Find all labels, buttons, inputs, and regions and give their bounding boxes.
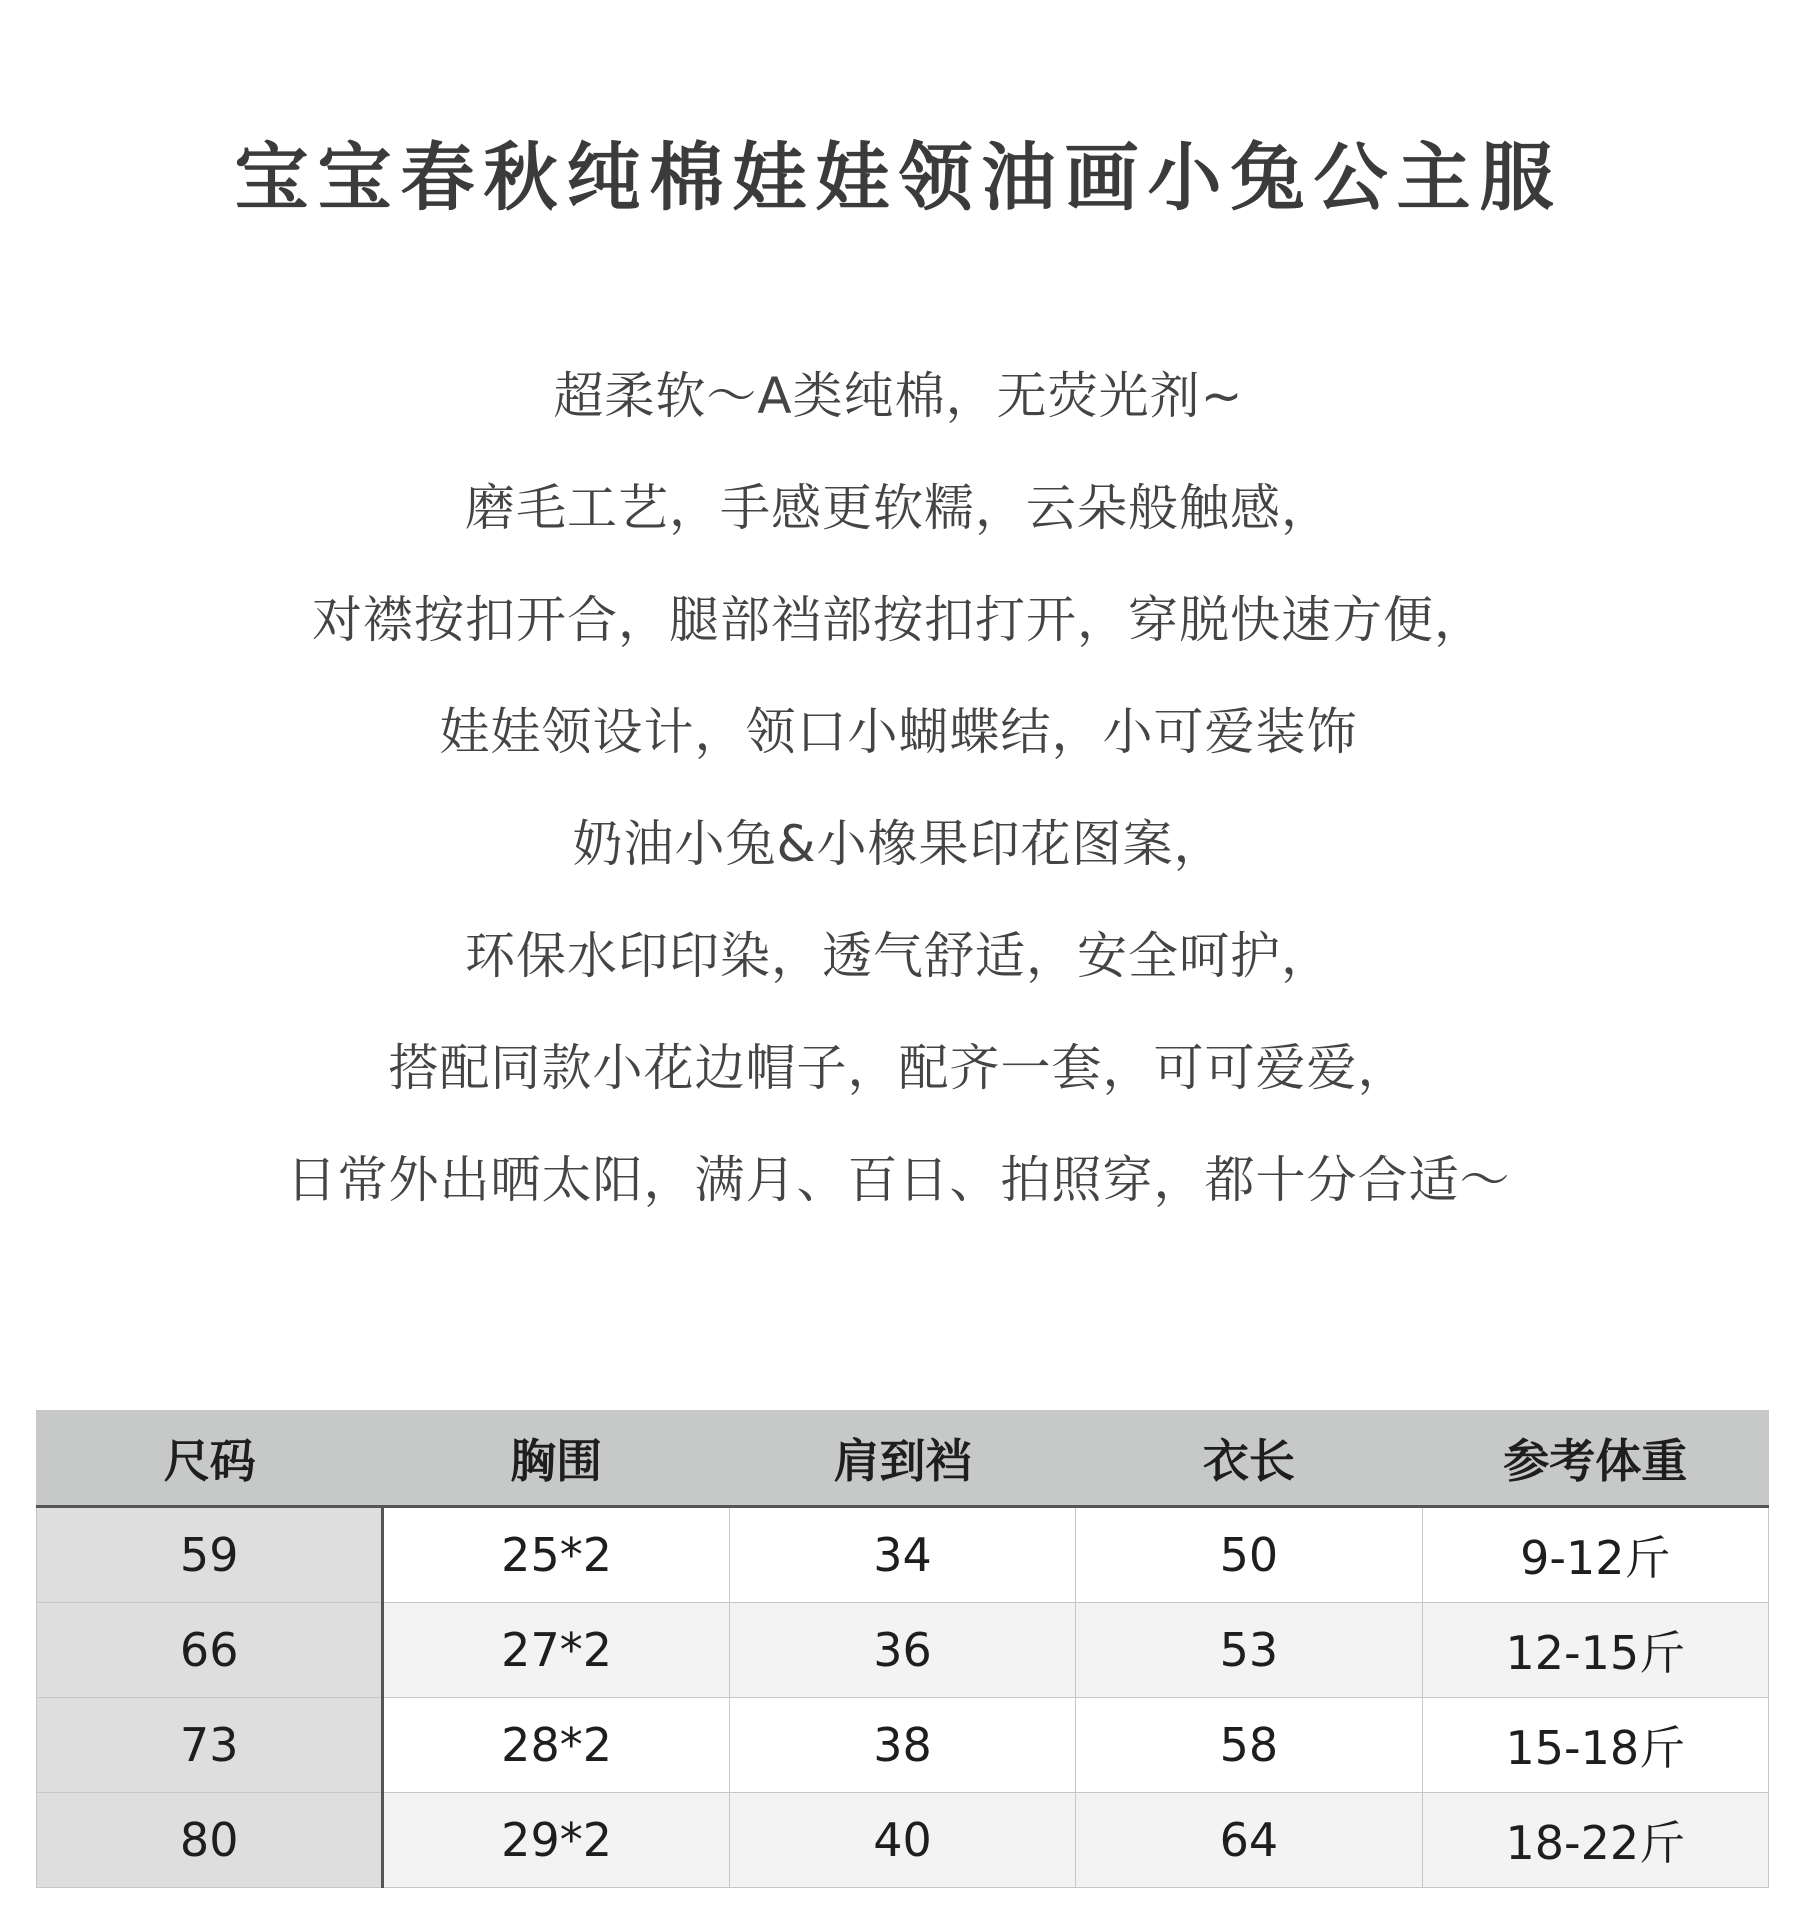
chest-cell: 28*2 <box>383 1698 729 1793</box>
description-line: 超柔软～A类纯棉，无荧光剂~ <box>553 367 1244 425</box>
size-cell: 66 <box>37 1603 383 1698</box>
table-row <box>37 1793 1769 1888</box>
page-title: 宝宝春秋纯棉娃娃领油画小兔公主服 <box>234 135 1563 221</box>
description-line: 日常外出晒太阳，满月、百日、拍照穿，都十分合适～ <box>286 1151 1511 1209</box>
shoulder-to-crotch-cell: 40 <box>729 1793 1075 1888</box>
shoulder-to-crotch-cell: 36 <box>729 1603 1075 1698</box>
chest-cell: 29*2 <box>383 1793 729 1888</box>
description-line: 奶油小兔&小橡果印花图案， <box>572 815 1225 873</box>
header-weight: 参考体重 <box>1422 1411 1768 1507</box>
table-row <box>37 1603 1769 1698</box>
weight-cell: 18-22斤 <box>1422 1793 1768 1888</box>
size-cell: 73 <box>37 1698 383 1793</box>
table-row <box>37 1507 1769 1603</box>
header-shoulder-to-crotch: 肩到裆 <box>729 1411 1075 1507</box>
description-line: 对襟按扣开合，腿部裆部按扣打开，穿脱快速方便， <box>312 591 1485 649</box>
weight-cell: 15-18斤 <box>1422 1698 1768 1793</box>
weight-cell: 9-12斤 <box>1422 1507 1768 1603</box>
length-cell: 64 <box>1076 1793 1422 1888</box>
weight-cell: 12-15斤 <box>1422 1603 1768 1698</box>
header-size: 尺码 <box>37 1411 383 1507</box>
length-cell: 58 <box>1076 1698 1422 1793</box>
length-cell: 50 <box>1076 1507 1422 1603</box>
size-chart-table <box>36 1410 1769 1888</box>
product-description <box>0 340 1797 1236</box>
header-chest: 胸围 <box>383 1411 729 1507</box>
shoulder-to-crotch-cell: 38 <box>729 1698 1075 1793</box>
header-length: 衣长 <box>1076 1411 1422 1507</box>
table-row <box>37 1698 1769 1793</box>
chest-cell: 27*2 <box>383 1603 729 1698</box>
size-cell: 80 <box>37 1793 383 1888</box>
description-line: 搭配同款小花边帽子，配齐一套，可可爱爱， <box>388 1039 1409 1097</box>
chest-cell: 25*2 <box>383 1507 729 1603</box>
description-line: 磨毛工艺，手感更软糯，云朵般触感， <box>465 479 1332 537</box>
shoulder-to-crotch-cell: 34 <box>729 1507 1075 1603</box>
length-cell: 53 <box>1076 1603 1422 1698</box>
size-cell: 59 <box>37 1507 383 1603</box>
description-line: 娃娃领设计，领口小蝴蝶结，小可爱装饰 <box>439 703 1358 761</box>
description-line: 环保水印印染，透气舒适，安全呵护， <box>465 927 1332 985</box>
table-header-row <box>37 1411 1769 1507</box>
